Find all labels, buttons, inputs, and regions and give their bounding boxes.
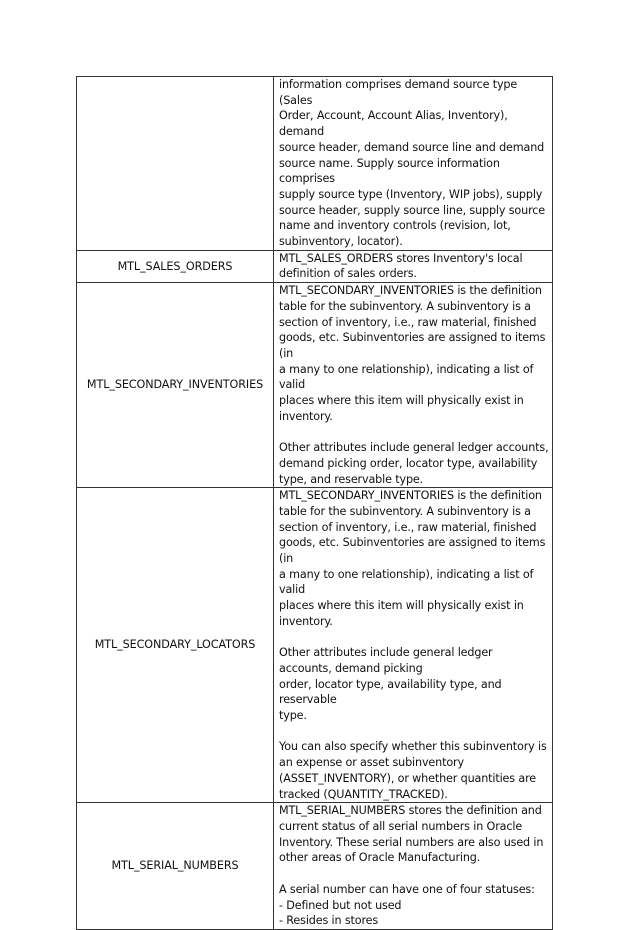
table-description-cell xyxy=(274,77,553,251)
description-paragraph: MTL_SECONDARY_INVENTORIES is the definition table for the subinventory. A subinventory is a section of inventory, i.e., raw material, finished goods, etc. Subinventories are assigned to items (in a many to one relationship), indicating a list of valid places where this item will physically exist in inventory. xyxy=(279,284,546,423)
description-paragraph: Other attributes include general ledger accounts, demand picking order, locator type, availability type, and reservable type. xyxy=(279,646,502,723)
description-paragraph: Other attributes include general ledger accounts, demand picking order, locator type, availability type, and reservable type. xyxy=(279,441,549,486)
table-row xyxy=(77,488,553,803)
table-name-cell xyxy=(77,77,274,251)
table-name-cell: MTL_SALES_ORDERS xyxy=(77,250,274,282)
table-name-cell: MTL_SERIAL_NUMBERS xyxy=(77,803,274,930)
table-row xyxy=(77,250,553,282)
table-name-cell: MTL_SECONDARY_LOCATORS xyxy=(77,488,274,803)
table-description-cell xyxy=(274,250,553,282)
description-paragraph: MTL_SALES_ORDERS stores Inventory's local definition of sales orders. xyxy=(279,251,523,281)
table-description-cell xyxy=(274,283,553,488)
table-description-cell xyxy=(274,803,553,930)
description-paragraph: MTL_SECONDARY_INVENTORIES is the definition table for the subinventory. A subinventory is a section of inventory, i.e., raw material, finished goods, etc. Subinventories are assigned to items (in a many to one relationship), indicating a list of valid places where this item will physically exist in inventory. xyxy=(279,489,546,628)
table-description-cell xyxy=(274,488,553,803)
table-row xyxy=(77,803,553,930)
table-name-cell: MTL_SECONDARY_INVENTORIES xyxy=(77,283,274,488)
description-paragraph: A serial number can have one of four statuses: - Defined but not used - Resides in stores xyxy=(279,882,535,928)
table-body xyxy=(77,77,553,930)
description-paragraph: information comprises demand source type (Sales Order, Account, Account Alias, Inventory), demand source header, demand source line and demand source name. Supply source information comprises supply source type (Inventory, WIP jobs), supply source header, supply source line, supply source name and inventory controls (revision, lot, subinventory, locator). xyxy=(279,78,546,249)
table-row xyxy=(77,77,553,251)
description-paragraph: MTL_SERIAL_NUMBERS stores the definition and current status of all serial numbers in Oracle Inventory. These serial numbers are also used in other areas of Oracle Manufacturing. xyxy=(279,804,544,865)
description-paragraph: You can also specify whether this subinventory is an expense or asset subinventory (ASSET_INVENTORY), or whether quantities are tracked (QUANTITY_TRACKED). xyxy=(279,740,547,801)
table-row xyxy=(77,283,553,488)
table-descriptions-table xyxy=(76,76,553,930)
